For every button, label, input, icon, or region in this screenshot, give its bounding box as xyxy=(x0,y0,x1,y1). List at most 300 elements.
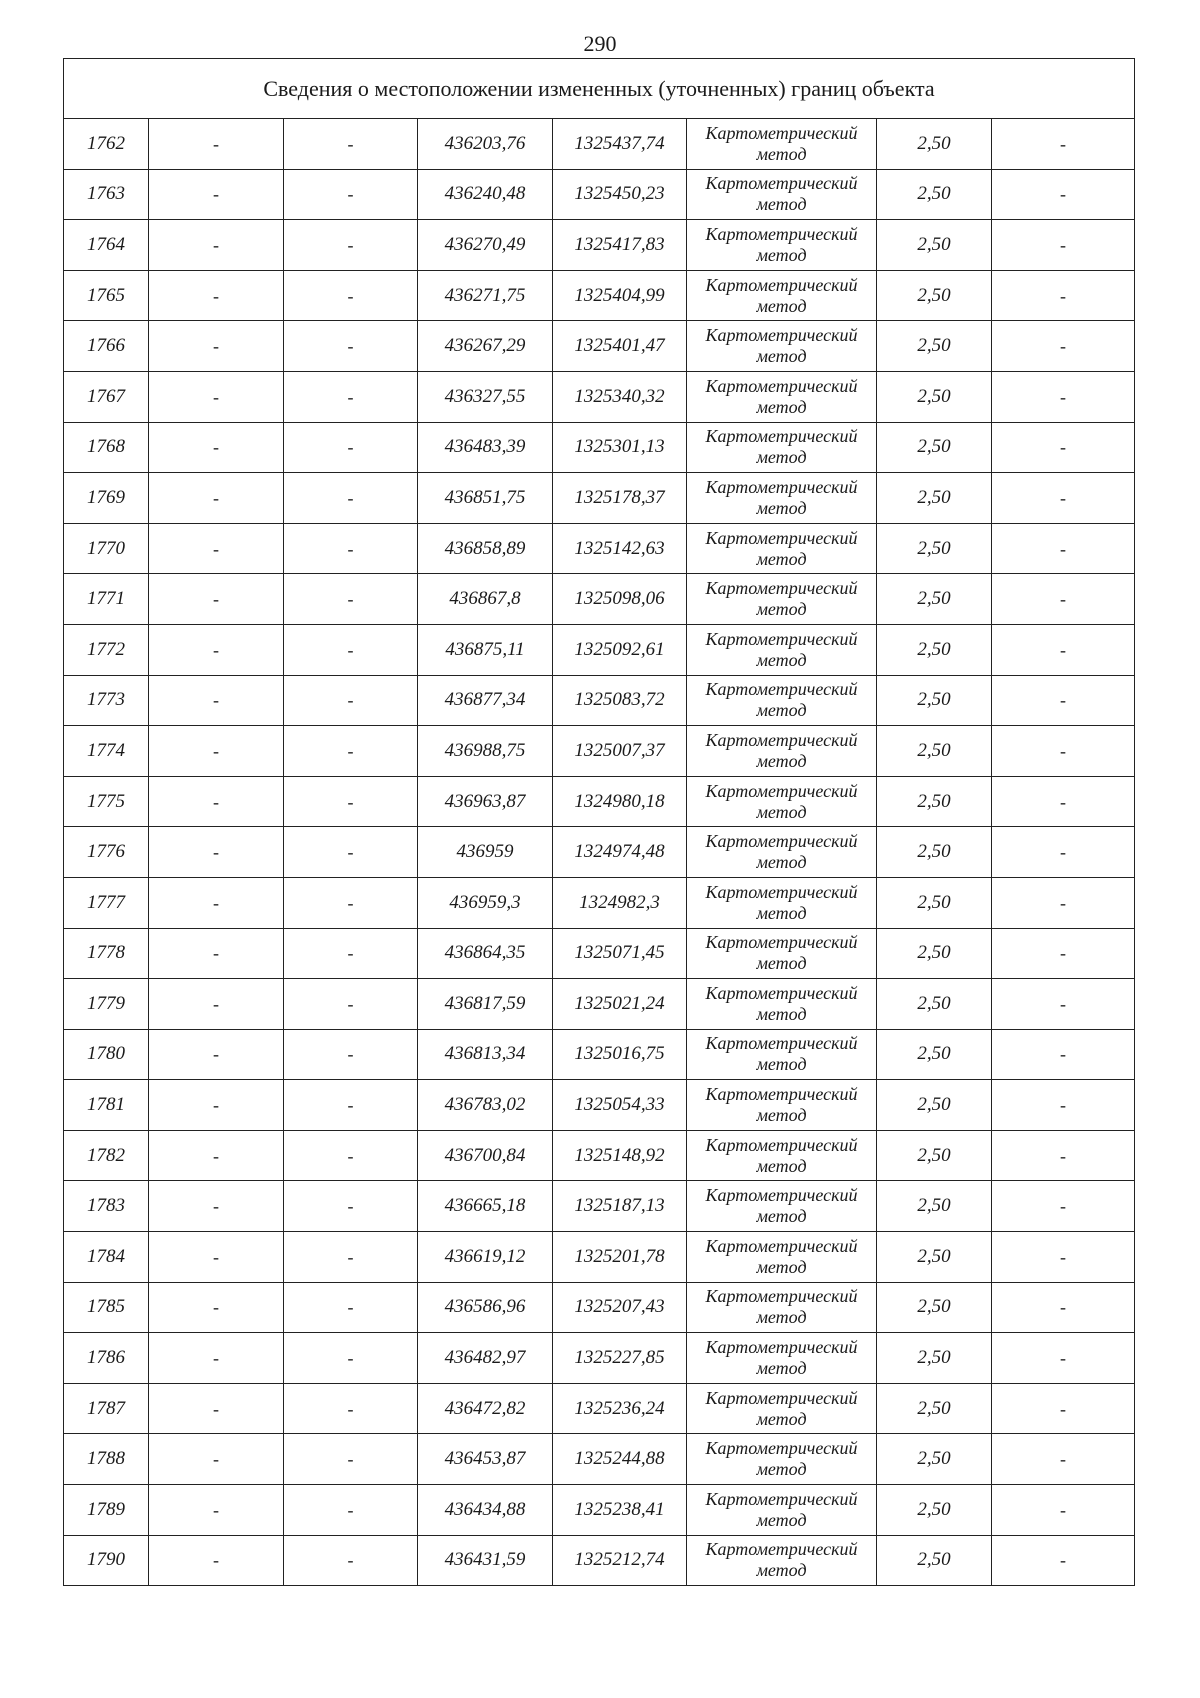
accuracy-cell: 2,50 xyxy=(877,1130,992,1181)
old-x-cell: - xyxy=(149,523,284,574)
method-line-2: метод xyxy=(756,700,807,721)
method-cell xyxy=(687,1485,877,1536)
old-x-cell: - xyxy=(149,1029,284,1080)
new-y-cell: 1325401,47 xyxy=(553,321,687,372)
old-y-cell: - xyxy=(284,877,418,928)
point-number-cell: 1789 xyxy=(64,1485,149,1536)
new-y-cell: 1325187,13 xyxy=(553,1181,687,1232)
table-row xyxy=(64,1383,1135,1434)
note-cell: - xyxy=(992,1383,1135,1434)
note-cell: - xyxy=(992,473,1135,524)
accuracy-cell: 2,50 xyxy=(877,1383,992,1434)
old-y-cell: - xyxy=(284,574,418,625)
new-y-cell: 1325148,92 xyxy=(553,1130,687,1181)
point-number-cell: 1768 xyxy=(64,422,149,473)
note-cell: - xyxy=(992,422,1135,473)
method-cell xyxy=(687,1383,877,1434)
accuracy-cell: 2,50 xyxy=(877,169,992,220)
method-cell xyxy=(687,726,877,777)
old-x-cell: - xyxy=(149,574,284,625)
point-number-cell: 1766 xyxy=(64,321,149,372)
point-number-cell: 1763 xyxy=(64,169,149,220)
old-x-cell: - xyxy=(149,1282,284,1333)
new-x-cell: 436586,96 xyxy=(418,1282,553,1333)
new-x-cell: 436700,84 xyxy=(418,1130,553,1181)
method-line-2: метод xyxy=(756,548,807,569)
method-line-2: метод xyxy=(756,1358,807,1379)
table-row xyxy=(64,877,1135,928)
method-cell xyxy=(687,827,877,878)
method-line-2: метод xyxy=(756,1003,807,1024)
note-cell: - xyxy=(992,1080,1135,1131)
method-line-1: Картометрический xyxy=(705,881,858,902)
method-line-1: Картометрический xyxy=(705,426,858,447)
note-cell: - xyxy=(992,776,1135,827)
method-line-1: Картометрический xyxy=(705,274,858,295)
old-x-cell: - xyxy=(149,979,284,1030)
point-number-cell: 1784 xyxy=(64,1232,149,1283)
old-x-cell: - xyxy=(149,675,284,726)
method-line-1: Картометрический xyxy=(705,223,858,244)
new-x-cell: 436783,02 xyxy=(418,1080,553,1131)
new-y-cell: 1325437,74 xyxy=(553,119,687,170)
old-x-cell: - xyxy=(149,270,284,321)
method-cell xyxy=(687,422,877,473)
old-y-cell: - xyxy=(284,726,418,777)
accuracy-cell: 2,50 xyxy=(877,675,992,726)
old-y-cell: - xyxy=(284,1232,418,1283)
accuracy-cell: 2,50 xyxy=(877,422,992,473)
old-y-cell: - xyxy=(284,928,418,979)
method-line-1: Картометрический xyxy=(705,780,858,801)
new-y-cell: 1325178,37 xyxy=(553,473,687,524)
method-cell xyxy=(687,979,877,1030)
point-number-cell: 1771 xyxy=(64,574,149,625)
new-x-cell: 436665,18 xyxy=(418,1181,553,1232)
accuracy-cell: 2,50 xyxy=(877,1535,992,1586)
note-cell: - xyxy=(992,321,1135,372)
method-line-2: метод xyxy=(756,1105,807,1126)
point-number-cell: 1767 xyxy=(64,371,149,422)
new-y-cell: 1325021,24 xyxy=(553,979,687,1030)
method-line-2: метод xyxy=(756,953,807,974)
method-line-1: Картометрический xyxy=(705,1185,858,1206)
accuracy-cell: 2,50 xyxy=(877,1282,992,1333)
method-cell xyxy=(687,1434,877,1485)
note-cell: - xyxy=(992,624,1135,675)
method-cell xyxy=(687,523,877,574)
accuracy-cell: 2,50 xyxy=(877,1080,992,1131)
note-cell: - xyxy=(992,523,1135,574)
note-cell: - xyxy=(992,979,1135,1030)
old-y-cell: - xyxy=(284,1333,418,1384)
old-x-cell: - xyxy=(149,1080,284,1131)
note-cell: - xyxy=(992,574,1135,625)
new-x-cell: 436271,75 xyxy=(418,270,553,321)
old-y-cell: - xyxy=(284,1282,418,1333)
table-title: Сведения о местоположении измененных (уточненных) границ объекта xyxy=(64,59,1135,119)
note-cell: - xyxy=(992,1029,1135,1080)
table-row xyxy=(64,321,1135,372)
method-line-2: метод xyxy=(756,801,807,822)
accuracy-cell: 2,50 xyxy=(877,624,992,675)
method-line-2: метод xyxy=(756,396,807,417)
note-cell: - xyxy=(992,1282,1135,1333)
point-number-cell: 1781 xyxy=(64,1080,149,1131)
method-cell xyxy=(687,1080,877,1131)
old-x-cell: - xyxy=(149,473,284,524)
method-cell xyxy=(687,1130,877,1181)
method-line-1: Картометрический xyxy=(705,1134,858,1155)
new-x-cell: 436453,87 xyxy=(418,1434,553,1485)
point-number-cell: 1779 xyxy=(64,979,149,1030)
new-x-cell: 436431,59 xyxy=(418,1535,553,1586)
method-line-2: метод xyxy=(756,1560,807,1581)
new-x-cell: 436867,8 xyxy=(418,574,553,625)
old-x-cell: - xyxy=(149,1485,284,1536)
note-cell: - xyxy=(992,928,1135,979)
old-x-cell: - xyxy=(149,1434,284,1485)
new-y-cell: 1325007,37 xyxy=(553,726,687,777)
new-x-cell: 436482,97 xyxy=(418,1333,553,1384)
new-y-cell: 1325071,45 xyxy=(553,928,687,979)
method-line-1: Картометрический xyxy=(705,1235,858,1256)
table-row xyxy=(64,1282,1135,1333)
old-x-cell: - xyxy=(149,726,284,777)
accuracy-cell: 2,50 xyxy=(877,1232,992,1283)
new-y-cell: 1325207,43 xyxy=(553,1282,687,1333)
method-line-1: Картометрический xyxy=(705,831,858,852)
accuracy-cell: 2,50 xyxy=(877,1181,992,1232)
old-x-cell: - xyxy=(149,1232,284,1283)
point-number-cell: 1790 xyxy=(64,1535,149,1586)
method-line-1: Картометрический xyxy=(705,1488,858,1509)
note-cell: - xyxy=(992,1485,1135,1536)
new-y-cell: 1325404,99 xyxy=(553,270,687,321)
old-y-cell: - xyxy=(284,624,418,675)
point-number-cell: 1774 xyxy=(64,726,149,777)
table-row xyxy=(64,726,1135,777)
method-line-2: метод xyxy=(756,143,807,164)
old-y-cell: - xyxy=(284,270,418,321)
note-cell: - xyxy=(992,1434,1135,1485)
point-number-cell: 1770 xyxy=(64,523,149,574)
new-x-cell: 436988,75 xyxy=(418,726,553,777)
point-number-cell: 1783 xyxy=(64,1181,149,1232)
table-row xyxy=(64,1434,1135,1485)
new-x-cell: 436959 xyxy=(418,827,553,878)
point-number-cell: 1775 xyxy=(64,776,149,827)
point-number-cell: 1764 xyxy=(64,220,149,271)
point-number-cell: 1782 xyxy=(64,1130,149,1181)
point-number-cell: 1780 xyxy=(64,1029,149,1080)
method-line-1: Картометрический xyxy=(705,527,858,548)
new-y-cell: 1325142,63 xyxy=(553,523,687,574)
method-line-2: метод xyxy=(756,447,807,468)
old-x-cell: - xyxy=(149,1535,284,1586)
new-y-cell: 1325054,33 xyxy=(553,1080,687,1131)
method-line-2: метод xyxy=(756,295,807,316)
point-number-cell: 1776 xyxy=(64,827,149,878)
old-y-cell: - xyxy=(284,1485,418,1536)
point-number-cell: 1786 xyxy=(64,1333,149,1384)
new-y-cell: 1325301,13 xyxy=(553,422,687,473)
method-cell xyxy=(687,371,877,422)
page-number: 290 xyxy=(583,31,617,56)
old-x-cell: - xyxy=(149,1181,284,1232)
old-y-cell: - xyxy=(284,371,418,422)
new-x-cell: 436619,12 xyxy=(418,1232,553,1283)
method-cell xyxy=(687,119,877,170)
table-row xyxy=(64,220,1135,271)
note-cell: - xyxy=(992,1130,1135,1181)
new-y-cell: 1325340,32 xyxy=(553,371,687,422)
accuracy-cell: 2,50 xyxy=(877,776,992,827)
point-number-cell: 1787 xyxy=(64,1383,149,1434)
method-line-2: метод xyxy=(756,1509,807,1530)
old-y-cell: - xyxy=(284,776,418,827)
old-x-cell: - xyxy=(149,371,284,422)
note-cell: - xyxy=(992,675,1135,726)
accuracy-cell: 2,50 xyxy=(877,119,992,170)
method-line-1: Картометрический xyxy=(705,1438,858,1459)
method-line-1: Картометрический xyxy=(705,1286,858,1307)
note-cell: - xyxy=(992,1333,1135,1384)
note-cell: - xyxy=(992,1232,1135,1283)
old-y-cell: - xyxy=(284,1383,418,1434)
accuracy-cell: 2,50 xyxy=(877,1485,992,1536)
point-number-cell: 1778 xyxy=(64,928,149,979)
boundary-coordinates-table xyxy=(63,58,1135,1586)
table-title-row xyxy=(64,59,1135,119)
new-x-cell: 436270,49 xyxy=(418,220,553,271)
note-cell: - xyxy=(992,169,1135,220)
method-line-2: метод xyxy=(756,902,807,923)
accuracy-cell: 2,50 xyxy=(877,371,992,422)
method-line-1: Картометрический xyxy=(705,628,858,649)
old-y-cell: - xyxy=(284,1535,418,1586)
method-line-1: Картометрический xyxy=(705,679,858,700)
new-y-cell: 1325016,75 xyxy=(553,1029,687,1080)
table-row xyxy=(64,422,1135,473)
accuracy-cell: 2,50 xyxy=(877,220,992,271)
old-y-cell: - xyxy=(284,1080,418,1131)
method-line-1: Картометрический xyxy=(705,375,858,396)
old-y-cell: - xyxy=(284,220,418,271)
note-cell: - xyxy=(992,1535,1135,1586)
new-y-cell: 1324980,18 xyxy=(553,776,687,827)
accuracy-cell: 2,50 xyxy=(877,574,992,625)
accuracy-cell: 2,50 xyxy=(877,928,992,979)
method-line-2: метод xyxy=(756,599,807,620)
table-row xyxy=(64,1029,1135,1080)
table-row xyxy=(64,979,1135,1030)
old-x-cell: - xyxy=(149,422,284,473)
new-x-cell: 436851,75 xyxy=(418,473,553,524)
new-y-cell: 1325092,61 xyxy=(553,624,687,675)
method-cell xyxy=(687,574,877,625)
method-line-2: метод xyxy=(756,1054,807,1075)
method-cell xyxy=(687,776,877,827)
new-x-cell: 436864,35 xyxy=(418,928,553,979)
method-cell xyxy=(687,169,877,220)
old-x-cell: - xyxy=(149,119,284,170)
method-cell xyxy=(687,321,877,372)
new-x-cell: 436203,76 xyxy=(418,119,553,170)
method-line-2: метод xyxy=(756,649,807,670)
old-y-cell: - xyxy=(284,473,418,524)
new-x-cell: 436434,88 xyxy=(418,1485,553,1536)
table-row xyxy=(64,523,1135,574)
method-cell xyxy=(687,1029,877,1080)
method-cell xyxy=(687,220,877,271)
note-cell: - xyxy=(992,1181,1135,1232)
table-row xyxy=(64,1485,1135,1536)
table-row xyxy=(64,473,1135,524)
method-cell xyxy=(687,928,877,979)
method-line-2: метод xyxy=(756,244,807,265)
new-y-cell: 1325098,06 xyxy=(553,574,687,625)
method-line-1: Картометрический xyxy=(705,325,858,346)
point-number-cell: 1788 xyxy=(64,1434,149,1485)
method-line-1: Картометрический xyxy=(705,578,858,599)
new-y-cell: 1325212,74 xyxy=(553,1535,687,1586)
old-x-cell: - xyxy=(149,1383,284,1434)
point-number-cell: 1777 xyxy=(64,877,149,928)
method-line-2: метод xyxy=(756,1206,807,1227)
old-y-cell: - xyxy=(284,1130,418,1181)
table-row xyxy=(64,1232,1135,1283)
method-line-1: Картометрический xyxy=(705,1387,858,1408)
accuracy-cell: 2,50 xyxy=(877,523,992,574)
method-line-1: Картометрический xyxy=(705,729,858,750)
accuracy-cell: 2,50 xyxy=(877,1333,992,1384)
new-y-cell: 1325238,41 xyxy=(553,1485,687,1536)
point-number-cell: 1785 xyxy=(64,1282,149,1333)
method-cell xyxy=(687,1181,877,1232)
method-line-2: метод xyxy=(756,750,807,771)
old-x-cell: - xyxy=(149,877,284,928)
method-cell xyxy=(687,877,877,928)
new-x-cell: 436858,89 xyxy=(418,523,553,574)
table-row xyxy=(64,119,1135,170)
old-x-cell: - xyxy=(149,1130,284,1181)
accuracy-cell: 2,50 xyxy=(877,473,992,524)
method-line-2: метод xyxy=(756,1155,807,1176)
note-cell: - xyxy=(992,220,1135,271)
method-line-1: Картометрический xyxy=(705,476,858,497)
point-number-cell: 1765 xyxy=(64,270,149,321)
table-row xyxy=(64,1333,1135,1384)
old-y-cell: - xyxy=(284,979,418,1030)
old-x-cell: - xyxy=(149,169,284,220)
method-cell xyxy=(687,675,877,726)
point-number-cell: 1769 xyxy=(64,473,149,524)
method-cell xyxy=(687,270,877,321)
method-line-1: Картометрический xyxy=(705,982,858,1003)
table-row xyxy=(64,776,1135,827)
method-cell xyxy=(687,1232,877,1283)
accuracy-cell: 2,50 xyxy=(877,1434,992,1485)
old-x-cell: - xyxy=(149,1333,284,1384)
accuracy-cell: 2,50 xyxy=(877,270,992,321)
accuracy-cell: 2,50 xyxy=(877,827,992,878)
old-y-cell: - xyxy=(284,1181,418,1232)
old-y-cell: - xyxy=(284,321,418,372)
accuracy-cell: 2,50 xyxy=(877,1029,992,1080)
old-y-cell: - xyxy=(284,1434,418,1485)
point-number-cell: 1762 xyxy=(64,119,149,170)
method-line-1: Картометрический xyxy=(705,1539,858,1560)
old-y-cell: - xyxy=(284,1029,418,1080)
note-cell: - xyxy=(992,877,1135,928)
point-number-cell: 1773 xyxy=(64,675,149,726)
method-line-2: метод xyxy=(756,1256,807,1277)
new-y-cell: 1325201,78 xyxy=(553,1232,687,1283)
new-y-cell: 1325227,85 xyxy=(553,1333,687,1384)
note-cell: - xyxy=(992,270,1135,321)
method-line-2: метод xyxy=(756,852,807,873)
old-x-cell: - xyxy=(149,776,284,827)
new-y-cell: 1325450,23 xyxy=(553,169,687,220)
old-y-cell: - xyxy=(284,119,418,170)
old-y-cell: - xyxy=(284,827,418,878)
table-row xyxy=(64,574,1135,625)
method-line-1: Картометрический xyxy=(705,932,858,953)
new-y-cell: 1325417,83 xyxy=(553,220,687,271)
new-x-cell: 436817,59 xyxy=(418,979,553,1030)
accuracy-cell: 2,50 xyxy=(877,979,992,1030)
new-x-cell: 436267,29 xyxy=(418,321,553,372)
new-y-cell: 1325083,72 xyxy=(553,675,687,726)
point-number-cell: 1772 xyxy=(64,624,149,675)
new-x-cell: 436813,34 xyxy=(418,1029,553,1080)
old-y-cell: - xyxy=(284,169,418,220)
old-x-cell: - xyxy=(149,624,284,675)
table-row xyxy=(64,827,1135,878)
method-line-2: метод xyxy=(756,1459,807,1480)
table-row xyxy=(64,270,1135,321)
note-cell: - xyxy=(992,827,1135,878)
method-cell xyxy=(687,473,877,524)
new-x-cell: 436483,39 xyxy=(418,422,553,473)
new-x-cell: 436963,87 xyxy=(418,776,553,827)
method-line-1: Картометрический xyxy=(705,1084,858,1105)
new-y-cell: 1325236,24 xyxy=(553,1383,687,1434)
note-cell: - xyxy=(992,371,1135,422)
new-y-cell: 1324982,3 xyxy=(553,877,687,928)
note-cell: - xyxy=(992,726,1135,777)
new-x-cell: 436472,82 xyxy=(418,1383,553,1434)
accuracy-cell: 2,50 xyxy=(877,877,992,928)
table-row xyxy=(64,169,1135,220)
new-x-cell: 436875,11 xyxy=(418,624,553,675)
accuracy-cell: 2,50 xyxy=(877,726,992,777)
old-x-cell: - xyxy=(149,928,284,979)
method-line-2: метод xyxy=(756,346,807,367)
table-row xyxy=(64,675,1135,726)
old-y-cell: - xyxy=(284,675,418,726)
method-cell xyxy=(687,624,877,675)
table-row xyxy=(64,1080,1135,1131)
method-line-2: метод xyxy=(756,194,807,215)
new-x-cell: 436877,34 xyxy=(418,675,553,726)
new-x-cell: 436959,3 xyxy=(418,877,553,928)
old-y-cell: - xyxy=(284,422,418,473)
method-line-1: Картометрический xyxy=(705,1337,858,1358)
old-x-cell: - xyxy=(149,321,284,372)
accuracy-cell: 2,50 xyxy=(877,321,992,372)
